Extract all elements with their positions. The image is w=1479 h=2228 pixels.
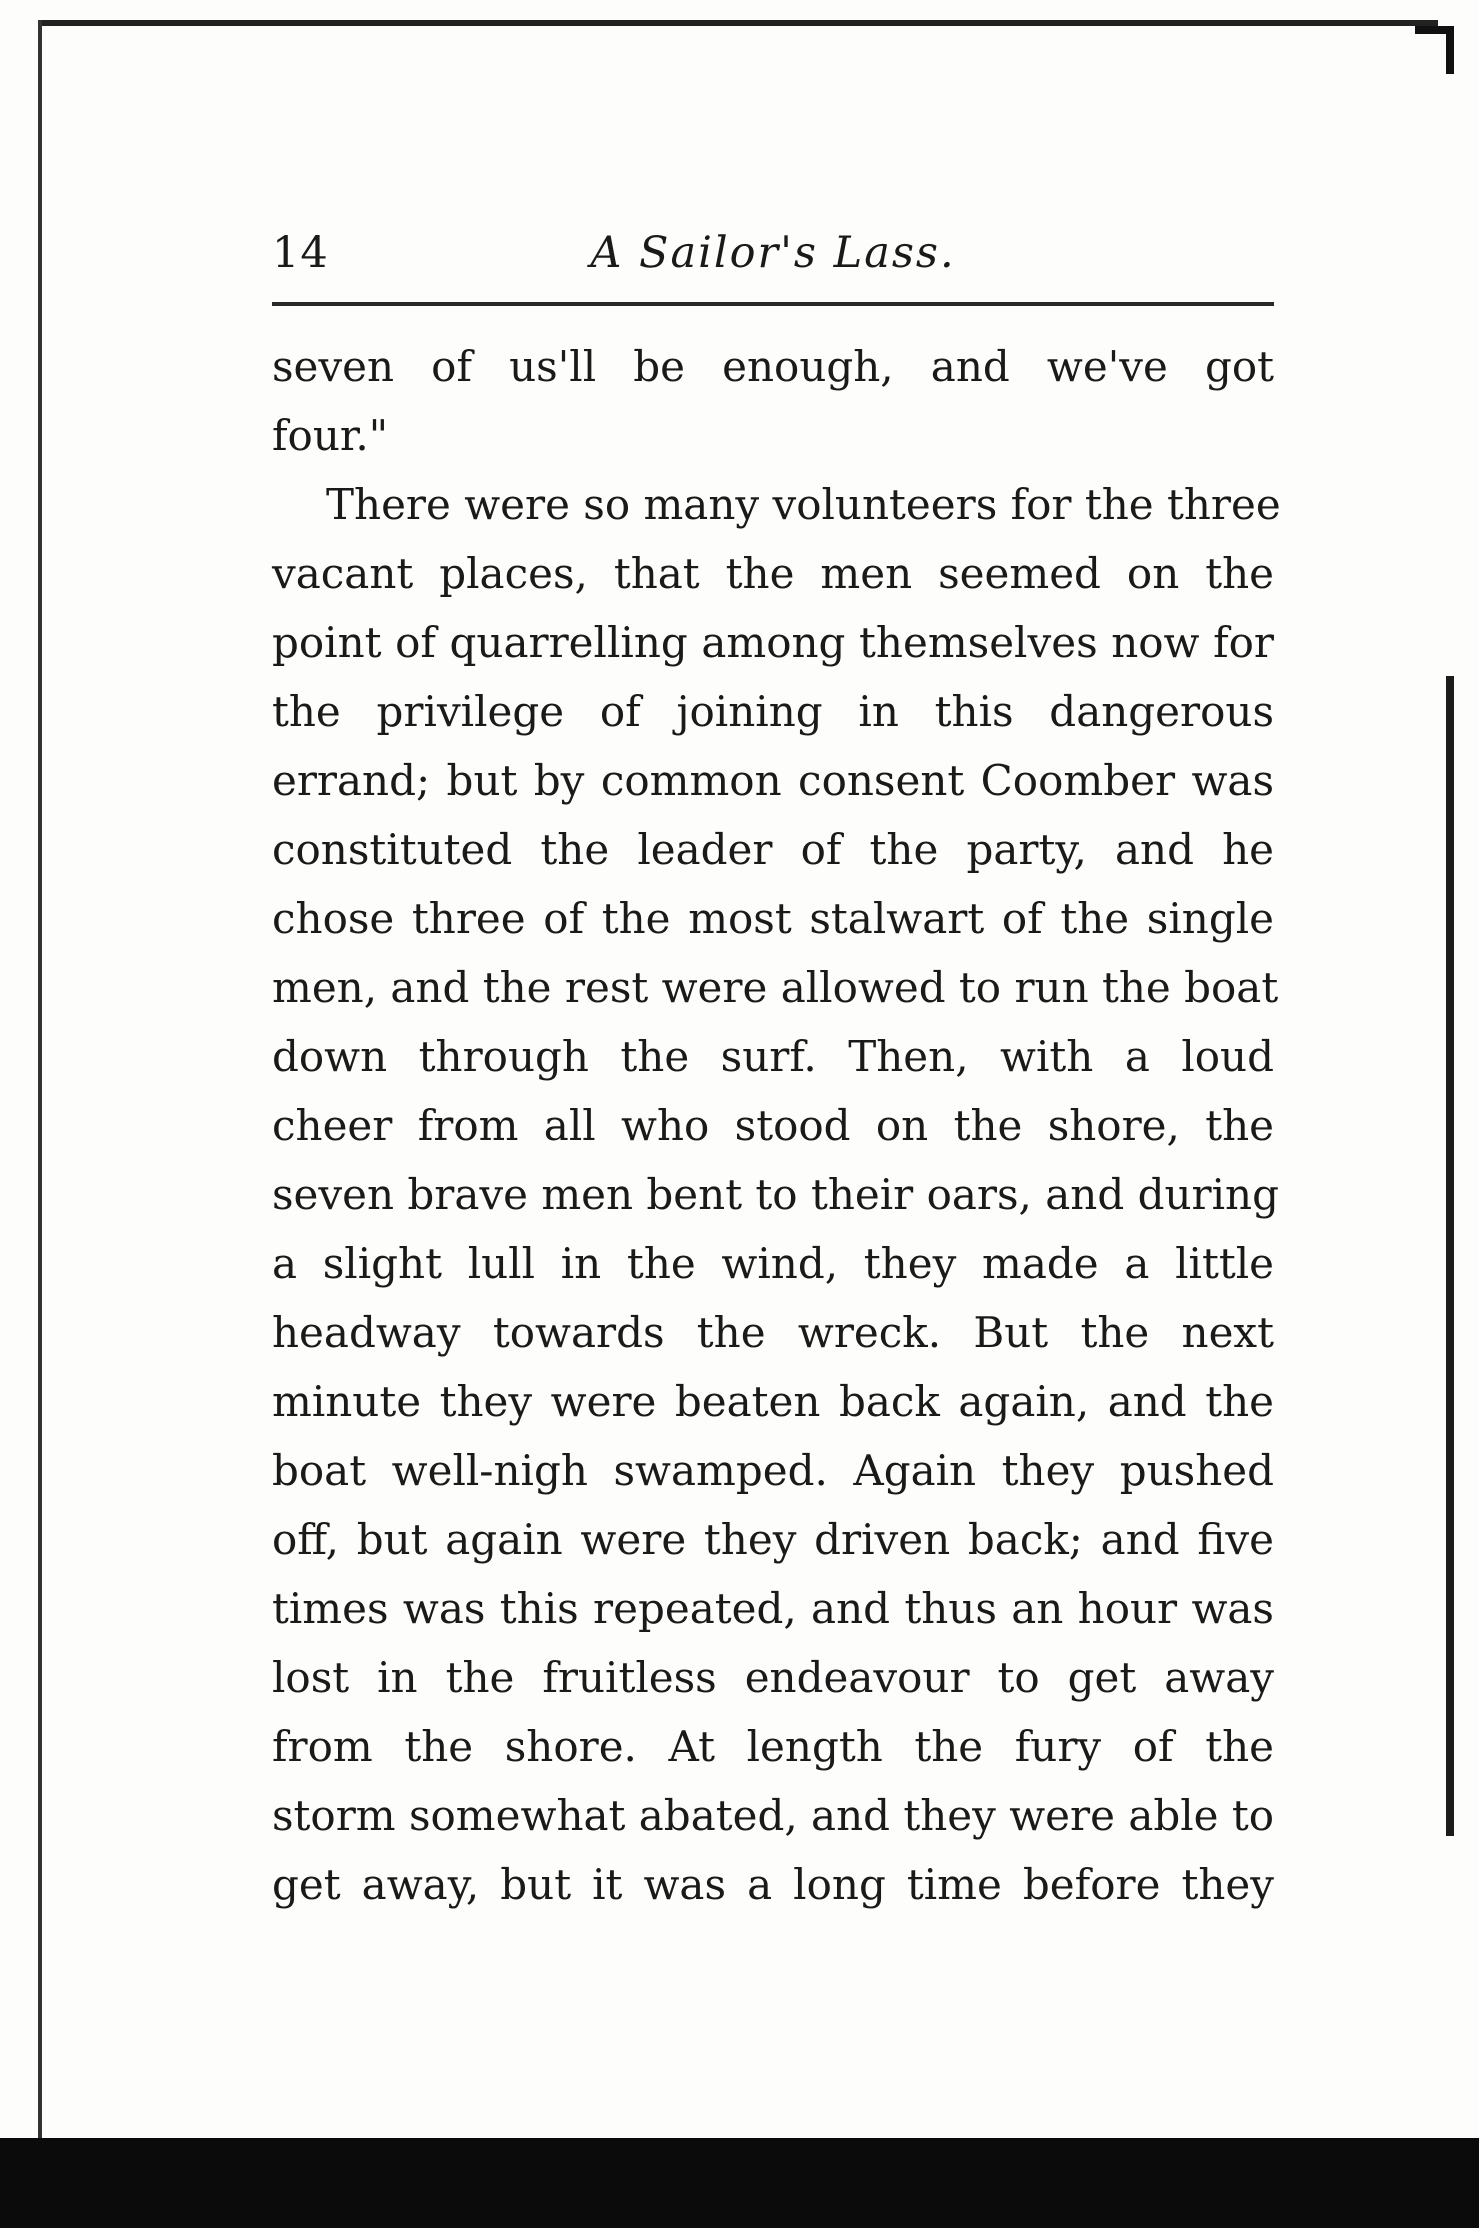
scan-border-bottom <box>0 2138 1479 2228</box>
text-line: down through the surf. Then, with a loud <box>272 1032 1274 1081</box>
scan-corner-mark-vertical <box>1446 26 1454 74</box>
running-header <box>272 222 1274 292</box>
text-line: headway towards the wreck. But the next <box>272 1308 1274 1357</box>
text-line: chose three of the most stalwart of the single <box>272 894 1274 943</box>
text-line: lost in the fruitless endeavour to get away <box>272 1653 1274 1702</box>
text-line: constituted the leader of the party, and he <box>272 825 1274 874</box>
text-line: minute they were beaten back again, and the <box>272 1377 1274 1426</box>
text-line: point of quarrelling among themselves now for <box>272 618 1274 667</box>
text-line: the privilege of joining in this dangerous <box>272 687 1274 736</box>
text-line: men, and the rest were allowed to run the boat <box>272 963 1279 1012</box>
text-line: get away, but it was a long time before they <box>272 1860 1274 1909</box>
text-line: vacant places, that the men seemed on the <box>272 549 1274 598</box>
text-line: seven brave men bent to their oars, and during <box>272 1170 1279 1219</box>
scan-border-right <box>1446 676 1454 1836</box>
text-line: from the shore. At length the fury of the <box>272 1722 1274 1771</box>
text-line: off, but again were they driven back; and five <box>272 1515 1274 1564</box>
scan-border-left <box>38 20 42 2140</box>
text-line: storm somewhat abated, and they were able to <box>272 1791 1275 1840</box>
text-line: a slight lull in the wind, they made a little <box>272 1239 1274 1288</box>
text-line: four." <box>272 411 389 460</box>
text-line: There were so many volunteers for the three <box>326 480 1281 529</box>
text-line: errand; but by common consent Coomber was <box>272 756 1274 805</box>
text-line: times was this repeated, and thus an hour was <box>272 1584 1274 1633</box>
text-line: cheer from all who stood on the shore, the <box>272 1101 1274 1150</box>
running-title: A Sailor's Lass. <box>590 228 956 278</box>
header-rule <box>272 302 1274 306</box>
text-line: seven of us'll be enough, and we've got <box>272 342 1274 391</box>
scan-border-top <box>38 20 1438 26</box>
text-line: boat well-nigh swamped. Again they pushed <box>272 1446 1274 1495</box>
page-number: 14 <box>272 228 329 278</box>
body-text <box>272 332 1281 1919</box>
